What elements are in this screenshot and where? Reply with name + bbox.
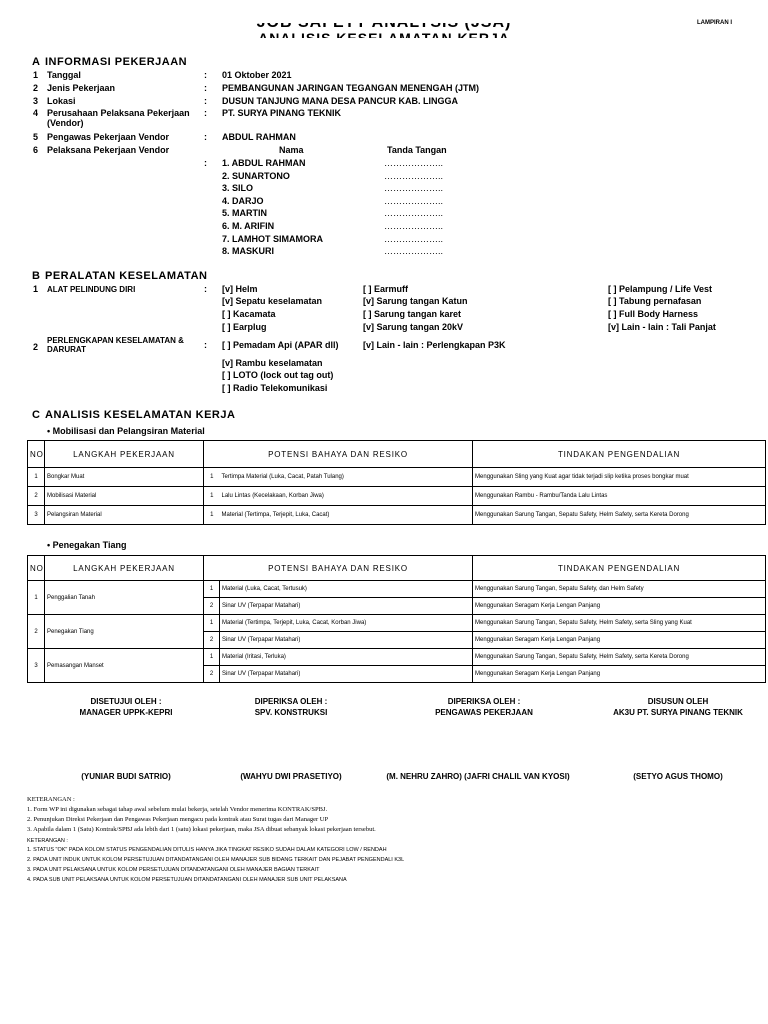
row-value: DUSUN TANJUNG MANA DESA PANCUR KAB. LINGGA xyxy=(222,96,458,106)
header-tindakan: TINDAKAN PENGENDALIAN xyxy=(473,441,766,468)
header-potensi: POTENSI BAHAYA DAN RESIKO xyxy=(204,441,473,468)
item-potensi: Material (Tertimpa, Terjepit, Luka, Cacat, Korban Jiwa) xyxy=(220,615,473,632)
item-no: 2 xyxy=(204,666,220,683)
row-label: Tanggal xyxy=(47,70,81,80)
row-value: 01 Oktober 2021 xyxy=(222,70,292,80)
tanda-tangan-header: Tanda Tangan xyxy=(387,145,447,155)
item-potensi: Material (Tertimpa, Terjepit, Luka, Cacat) xyxy=(220,506,473,525)
darurat-item: [ ] LOTO (lock out tag out) xyxy=(222,370,334,380)
apd-colon: : xyxy=(204,284,207,294)
darurat-item: [ ] Pemadam Api (APAR dll) xyxy=(222,340,339,350)
item-potensi: Material (Iritasi, Terluka) xyxy=(220,649,473,666)
header-no: NO xyxy=(28,556,45,581)
row-langkah: Pelangsiran Material xyxy=(45,506,204,525)
section-c-letter: C xyxy=(32,409,41,421)
apd-item: [ ] Full Body Harness xyxy=(608,309,699,319)
row-label: Lokasi xyxy=(47,96,76,106)
darurat-item: [v] Lain - lain : Perlengkapan P3K xyxy=(363,340,506,350)
darurat-item: [v] Rambu keselamatan xyxy=(222,358,323,368)
darurat-no: 2 xyxy=(33,342,39,352)
row-label: Jenis Pekerjaan xyxy=(47,83,116,93)
item-tindakan: Menggunakan Sarung Tangan, Sepatu Safety, dan Helm Safety xyxy=(473,581,766,598)
row-no: 2 xyxy=(28,487,45,506)
row-no: 4 xyxy=(33,108,39,118)
worker-signature-line: ……………….. xyxy=(384,234,444,244)
item-potensi: Tertimpa Material (Luka, Cacat, Patah Tulang) xyxy=(220,468,473,487)
approval-position: PENGAWAS PEKERJAAN xyxy=(435,708,533,717)
lampiran-label: LAMPIRAN I xyxy=(697,20,732,26)
item-potensi: Material (Luka, Cacat, Tertusuk) xyxy=(220,581,473,598)
row-langkah: Penegakan Tiang xyxy=(45,615,204,649)
jsa-table-mobilisasi xyxy=(27,440,766,525)
note-item: 3. PADA UNIT PELAKSANA UNTUK KOLOM PERSETUJUAN DITANDATANGANI OLEH MANAJER BAGIAN TERKAIT xyxy=(27,867,320,873)
item-no: 1 xyxy=(204,615,220,632)
table-row xyxy=(28,506,766,525)
header-langkah: LANGKAH PEKERJAAN xyxy=(45,441,204,468)
approval-disetujui xyxy=(66,696,186,718)
row-colon: : xyxy=(204,132,207,142)
section-b-title: PERALATAN KESELAMATAN xyxy=(45,270,208,282)
note-item: 3. Apabila dalam 1 (Satu) Kontrak/SPBJ ada lebih dari 1 (satu) lokasi pekerjaan, maka JSA dibuat sebanyak lokasi pekerjaan tersebut. xyxy=(27,826,376,833)
table-row xyxy=(28,468,766,487)
table-row xyxy=(28,581,766,598)
row-langkah: Bongkar Muat xyxy=(45,468,204,487)
row-no: 5 xyxy=(33,132,39,142)
row-colon: : xyxy=(204,70,207,80)
item-tindakan: Menggunakan Seragam Kerja Lengan Panjang xyxy=(473,598,766,615)
apd-item: [v] Lain - lain : Tali Panjat xyxy=(608,322,716,332)
item-no: 1 xyxy=(204,506,220,525)
row-no: 2 xyxy=(33,83,39,93)
worker-signature-line: ……………….. xyxy=(384,196,444,206)
apd-item: [ ] Pelampung / Life Vest xyxy=(608,284,713,294)
item-tindakan: Menggunakan Sarung Tangan, Sepatu Safety, Helm Safety, serta Kereta Dorong xyxy=(473,506,766,525)
row-value: PT. SURYA PINANG TEKNIK xyxy=(222,108,342,118)
table-row xyxy=(28,487,766,506)
row-no: 1 xyxy=(28,468,45,487)
header-potensi: POTENSI BAHAYA DAN RESIKO xyxy=(204,556,473,581)
worker-name: 1. ABDUL RAHMAN xyxy=(222,158,306,168)
apd-item: [ ] Earplug xyxy=(222,322,267,332)
subtitle-crop xyxy=(0,38,768,50)
apd-item: [ ] Earmuff xyxy=(363,284,408,294)
notes-title: KETERANGAN : xyxy=(27,838,68,844)
worker-signature-line: ……………….. xyxy=(384,158,444,168)
item-tindakan: Menggunakan Rambu - Rambu/Tanda Lalu Lintas xyxy=(473,487,766,506)
apd-item: [ ] Kacamata xyxy=(222,309,276,319)
item-no: 2 xyxy=(204,598,220,615)
darurat-label: PERLENGKAPAN KESELAMATAN & DARURAT xyxy=(47,336,184,354)
item-potensi: Sinar UV (Terpapar Matahari) xyxy=(220,666,473,683)
approval-role: DISETUJUI OLEH : xyxy=(90,697,162,706)
nama-header: Nama xyxy=(279,145,304,155)
approval-name: (WAHYU DWI PRASETIYO) xyxy=(240,772,342,781)
row-label: Pelaksana Pekerjaan Vendor xyxy=(47,145,170,155)
item-tindakan: Menggunakan Sarung Tangan, Sepatu Safety, Helm Safety, serta Kereta Dorong xyxy=(473,649,766,666)
approval-position: SPV. KONSTRUKSI xyxy=(254,708,328,717)
worker-signature-line: ……………….. xyxy=(384,171,444,181)
worker-name: 4. DARJO xyxy=(222,196,264,206)
row-no: 6 xyxy=(33,145,39,155)
row-no: 3 xyxy=(33,96,39,106)
approval-name: (YUNIAR BUDI SATRIO) xyxy=(81,772,171,781)
header-langkah: LANGKAH PEKERJAAN xyxy=(45,556,204,581)
table-row xyxy=(28,649,766,666)
row-langkah: Penggalian Tanah xyxy=(45,581,204,615)
worker-name: 6. M. ARIFIN xyxy=(222,221,275,231)
item-no: 1 xyxy=(204,487,220,506)
item-no: 1 xyxy=(204,468,220,487)
table1-title: • Mobilisasi dan Pelangsiran Material xyxy=(47,426,205,436)
row-label: Pengawas Pekerjaan Vendor xyxy=(47,132,170,142)
worker-signature-line: ……………….. xyxy=(384,208,444,218)
section-b-letter: B xyxy=(32,270,41,282)
approval-diperiksa-spv xyxy=(231,696,351,718)
table-row xyxy=(28,615,766,632)
approval-role: DIPERIKSA OLEH : xyxy=(254,697,328,706)
item-no: 1 xyxy=(204,581,220,598)
apd-item: [v] Sarung tangan Katun xyxy=(363,296,468,306)
item-potensi: Sinar UV (Terpapar Matahari) xyxy=(220,632,473,649)
approval-role: DISUSUN OLEH xyxy=(647,697,709,706)
row-no: 3 xyxy=(28,649,45,683)
approval-role: DIPERIKSA OLEH : xyxy=(447,697,521,706)
apd-item: [v] Helm xyxy=(222,284,258,294)
header-tindakan: TINDAKAN PENGENDALIAN xyxy=(473,556,766,581)
row-no: 3 xyxy=(28,506,45,525)
section-a-letter: A xyxy=(32,56,41,68)
row-value: ABDUL RAHMAN xyxy=(222,132,296,142)
jsa-table-penegakan xyxy=(27,555,766,683)
apd-item: [ ] Sarung tangan karet xyxy=(363,309,462,319)
section-c-title: ANALISIS KESELAMATAN KERJA xyxy=(45,409,236,421)
note-item: 1. Form WP ini digunakan sebagai tahap awal sebelum mulai bekerja, setelah Vendor menerima KONTRAK/SPBJ. xyxy=(27,806,328,813)
row-colon: : xyxy=(204,158,207,168)
row-colon: : xyxy=(204,83,207,93)
header-no: NO xyxy=(28,441,45,468)
table2-title: • Penegakan Tiang xyxy=(47,540,127,550)
row-langkah: Mobilisasi Material xyxy=(45,487,204,506)
apd-label: ALAT PELINDUNG DIRI xyxy=(47,285,136,294)
row-langkah: Pemasangan Manset xyxy=(45,649,204,683)
apd-item: [ ] Tabung pernafasan xyxy=(608,296,702,306)
note-item: 4. PADA SUB UNIT PELAKSANA UNTUK KOLOM PERSETUJUAN DITANDATANGANI OLEH MANAJER SUB UNIT PELAKSANA xyxy=(27,877,347,883)
darurat-item: [ ] Radio Telekomunikasi xyxy=(222,383,328,393)
row-value: PEMBANGUNAN JARINGAN TEGANGAN MENENGAH (JTM) xyxy=(222,83,480,93)
row-no: 2 xyxy=(28,615,45,649)
darurat-colon: : xyxy=(204,340,207,350)
approval-diperiksa-pengawas xyxy=(424,696,544,718)
item-no: 2 xyxy=(204,632,220,649)
worker-name: 5. MARTIN xyxy=(222,208,267,218)
approval-name: (M. NEHRU ZAHRO) (JAFRI CHALIL VAN KYOSI) xyxy=(386,772,570,781)
row-colon: : xyxy=(204,96,207,106)
worker-signature-line: ……………….. xyxy=(384,183,444,193)
item-no: 1 xyxy=(204,649,220,666)
apd-item: [v] Sarung tangan 20kV xyxy=(363,322,464,332)
worker-name: 8. MASKURI xyxy=(222,246,275,256)
worker-name: 3. SILO xyxy=(222,183,254,193)
approval-disusun xyxy=(608,696,748,718)
approval-name: (SETYO AGUS THOMO) xyxy=(633,772,723,781)
row-no: 1 xyxy=(33,70,39,80)
worker-signature-line: ……………….. xyxy=(384,246,444,256)
item-tindakan: Menggunakan Sarung Tangan, Sepatu Safety, Helm Safety, serta Sling yang Kuat xyxy=(473,615,766,632)
approval-position: MANAGER UPPK-KEPRI xyxy=(79,708,173,717)
notes-title: KETERANGAN : xyxy=(27,796,75,803)
row-no: 1 xyxy=(28,581,45,615)
apd-item: [v] Sepatu keselamatan xyxy=(222,296,323,306)
row-label: Perusahaan Pelaksana Pekerjaan (Vendor) xyxy=(47,108,190,128)
worker-name: 7. LAMHOT SIMAMORA xyxy=(222,234,323,244)
note-item: 2. PADA UNIT INDUK UNTUK KOLOM PERSETUJUAN DITANDATANGANI OLEH MANAJER SUB BIDANG TERKAIT DAN PEJABAT PENGENDALI K3L xyxy=(27,857,405,863)
item-tindakan: Menggunakan Seragam Kerja Lengan Panjang xyxy=(473,666,766,683)
worker-name: 2. SUNARTONO xyxy=(222,171,290,181)
section-a-title: INFORMASI PEKERJAAN xyxy=(45,56,188,68)
note-item: 1. STATUS "OK" PADA KOLOM STATUS PENGENDALIAN DITULIS HANYA JIKA TINGKAT RESIKO SUDAH DALAM KATEGORI LOW / RENDAH xyxy=(27,847,387,853)
item-tindakan: Menggunakan Seragam Kerja Lengan Panjang xyxy=(473,632,766,649)
top-crop xyxy=(0,0,690,23)
approval-position: AK3U PT. SURYA PINANG TEKNIK xyxy=(613,708,743,717)
apd-no: 1 xyxy=(33,284,39,294)
item-potensi: Sinar UV (Terpapar Matahari) xyxy=(220,598,473,615)
row-colon: : xyxy=(204,108,207,118)
item-potensi: Lalu Lintas (Kecelakaan, Korban Jiwa) xyxy=(220,487,473,506)
item-tindakan: Menggunakan Sling yang Kuat agar tidak terjadi slip ketika proses bongkar muat xyxy=(473,468,766,487)
note-item: 2. Penunjukan Direksi Pekerjaan dan Pengawas Pekerjaan mengacu pada kontrak atau Surat tugas dari Manager UP xyxy=(27,816,329,823)
worker-signature-line: ……………….. xyxy=(384,221,444,231)
